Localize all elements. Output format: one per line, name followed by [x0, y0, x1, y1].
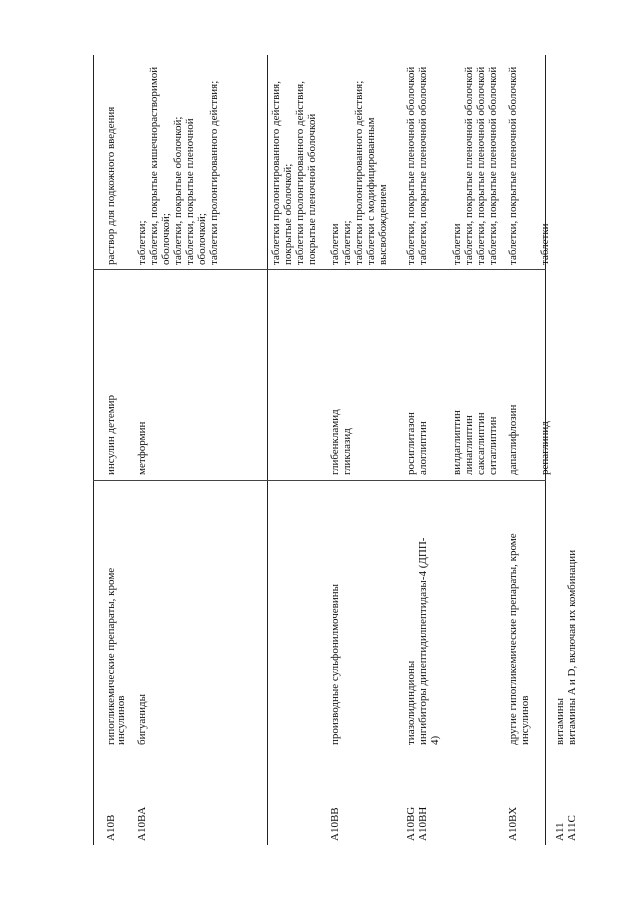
substance-name: алоглиптин	[417, 421, 429, 475]
group-line: бигуаниды	[136, 694, 148, 745]
group-line: витамины	[554, 697, 566, 745]
atc-code: A10BA	[136, 806, 148, 841]
atc-code: A11C	[566, 815, 578, 841]
dosage-form: таблетки;	[136, 220, 148, 265]
group-line: 4)	[429, 735, 441, 745]
group-line: тиазолидиндионы	[405, 660, 417, 745]
dosage-form: таблетки, покрытые оболочкой;	[172, 116, 184, 265]
substance-name: репаглинид	[539, 421, 551, 475]
dosage-form: таблетки;	[341, 220, 353, 265]
dosage-form: таблетки пролонгированного действия,	[270, 81, 282, 265]
dosage-form: таблетки, покрытые пленочной оболочкой	[475, 66, 487, 265]
dosage-form: таблетки	[329, 223, 341, 265]
table-row-separator	[267, 55, 268, 845]
atc-code: A10BB	[329, 807, 341, 841]
dosage-form: раствор для подкожного введения	[105, 106, 117, 265]
substance-name: линаглиптин	[463, 415, 475, 475]
dosage-form: таблетки с модифицированным	[365, 117, 377, 265]
dosage-form: таблетки пролонгированного действия;	[353, 80, 365, 265]
group-line: ингибиторы дипептидилпептидазы-4 (ДПП-	[417, 537, 429, 745]
group-line: инсулинов	[519, 695, 531, 745]
dosage-form: покрытые пленочной оболочкой	[306, 113, 318, 265]
dosage-form: таблетки пролонгированного действия;	[208, 80, 220, 265]
substance-name: глибенкламид	[329, 409, 341, 475]
dosage-form: таблетки, покрытые пленочной оболочкой	[507, 66, 519, 265]
atc-code: A10BX	[507, 806, 519, 841]
group-line: витамины A и D, включая их комбинации	[566, 549, 578, 745]
dosage-form: оболочкой;	[196, 213, 208, 265]
dosage-form: таблетки	[539, 223, 551, 265]
substance-name: метформин	[136, 421, 148, 475]
substance-name: вилдаглиптин	[451, 410, 463, 475]
dosage-form: таблетки	[451, 223, 463, 265]
dosage-form: покрытые оболочкой;	[282, 163, 294, 265]
dosage-form: таблетки, покрытые пленочной оболочкой	[487, 66, 499, 265]
dosage-form: таблетки, покрытые пленочной оболочкой	[463, 66, 475, 265]
substance-name: инсулин детемир	[105, 394, 117, 475]
dosage-form: таблетки, покрытые пленочной оболочкой	[417, 66, 429, 265]
dosage-form: оболочкой;	[160, 213, 172, 265]
column-divider-right	[93, 269, 546, 270]
atc-code: A10B	[105, 814, 117, 841]
substance-name: ситаглиптин	[487, 416, 499, 475]
column-divider-left	[93, 480, 546, 481]
group-line: гипогликемические препараты, кроме	[105, 567, 117, 745]
substance-name: дапаглифлозин	[507, 404, 519, 475]
dosage-form: таблетки, покрытые кишечнорастворимой	[148, 66, 160, 265]
table-border-top	[93, 55, 94, 845]
group-line: инсулинов	[115, 695, 127, 745]
atc-code: A10BG	[405, 806, 417, 841]
group-line: другие гипогликемические препараты, кроме	[507, 533, 519, 745]
dosage-form: таблетки пролонгированного действия,	[294, 81, 306, 265]
substance-name: гликлазид	[341, 428, 353, 475]
substance-name: росиглитазон	[405, 412, 417, 475]
atc-code: A10BH	[417, 806, 429, 841]
dosage-form: таблетки, покрытые пленочной	[184, 118, 196, 265]
dosage-form: высвобождением	[377, 184, 389, 265]
dosage-form: таблетки, покрытые пленочной оболочкой	[405, 66, 417, 265]
group-line: производные сульфонилмочевины	[329, 583, 341, 745]
substance-name: саксаглиптин	[475, 412, 487, 475]
atc-code: A11	[554, 822, 566, 841]
